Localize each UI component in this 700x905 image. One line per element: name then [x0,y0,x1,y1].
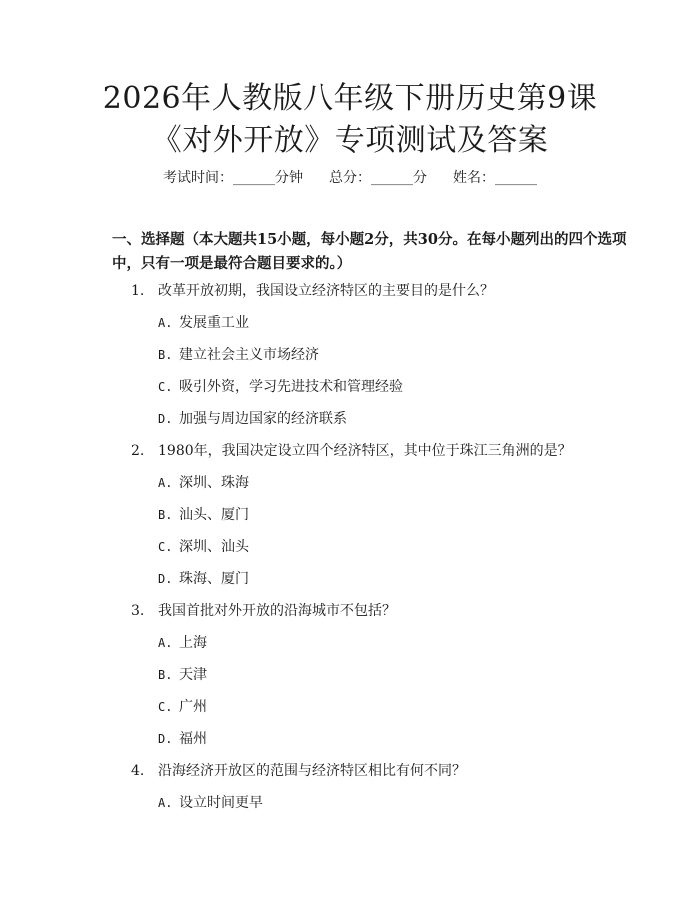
option-1c [158,377,403,397]
option-letter: B. [158,348,173,362]
total-score-field: 总分：______分 [329,170,427,186]
option-2d [158,569,249,589]
option-2c [158,537,249,557]
question-2 [131,441,572,461]
option-letter: C. [158,380,173,394]
question-number: 1. [131,283,145,299]
option-text: 珠海、厦门 [179,571,249,587]
student-name-field: 姓名：______ [453,170,537,186]
option-letter: C. [158,540,173,554]
option-2b [158,505,249,525]
option-text: 设立时间更早 [179,795,263,811]
option-text: 深圳、珠海 [179,475,249,491]
option-letter: A. [158,316,173,330]
option-1a [158,313,249,333]
option-letter: B. [158,508,173,522]
option-3c [158,697,207,717]
document-title: 2026年人教版八年级下册历史第9课《对外开放》专项测试及答案 [102,81,598,158]
option-text: 加强与周边国家的经济联系 [179,411,347,427]
option-text: 福州 [179,731,207,747]
option-text: 上海 [179,635,207,651]
option-letter: A. [158,636,173,650]
option-text: 广州 [179,699,207,715]
option-letter: D. [158,412,173,426]
option-3d [158,729,207,749]
exam-time-field: 考试时间：______分钟 [163,170,303,186]
option-text: 深圳、汕头 [179,539,249,555]
option-letter: D. [158,572,173,586]
question-text: 1980年，我国决定设立四个经济特区，其中位于珠江三角洲的是？ [158,443,572,459]
option-3b [158,665,207,685]
section-heading: 一、选择题（本大题共15小题，每小题2分，共30分。在每小题列出的四个选项中，只有一项是最符合题目要求的。） [112,231,627,272]
question-number: 4. [131,763,145,779]
question-text: 沿海经济开放区的范围与经济特区相比有何不同？ [158,763,466,779]
option-letter: B. [158,668,173,682]
question-number: 3. [131,603,145,619]
option-text: 汕头、厦门 [179,507,249,523]
option-1b [158,345,319,365]
option-text: 吸引外资，学习先进技术和管理经验 [179,379,403,395]
question-4 [131,761,466,781]
option-letter: D. [158,732,173,746]
option-1d [158,409,347,429]
question-text: 我国首批对外开放的沿海城市不包括？ [158,603,396,619]
option-letter: C. [158,700,173,714]
option-text: 发展重工业 [179,315,249,331]
option-4a [158,793,263,813]
question-text: 改革开放初期，我国设立经济特区的主要目的是什么？ [158,283,494,299]
option-letter: A. [158,796,173,810]
option-text: 天津 [179,667,207,683]
question-number: 2. [131,443,145,459]
option-2a [158,473,249,493]
exam-info-line [0,168,700,188]
question-3 [131,601,396,621]
option-letter: A. [158,476,173,490]
question-1 [131,281,494,301]
option-text: 建立社会主义市场经济 [179,347,319,363]
option-3a [158,633,207,653]
